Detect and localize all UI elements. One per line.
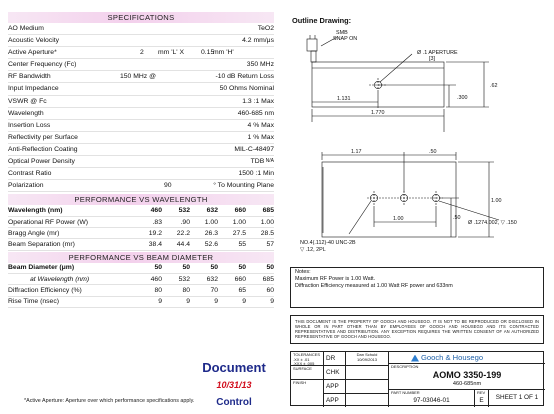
spec-value-b: mm 'L' X <box>158 49 185 57</box>
spec-row <box>8 144 274 156</box>
tb-app-2: APP <box>324 394 346 407</box>
spec-value-c: 0.15 <box>201 49 215 57</box>
label-tapped-holes: NO.4(.112)-40 UNC-2B <box>300 240 356 246</box>
table-cell: 9 <box>186 298 190 306</box>
table-cell: 80 <box>154 287 162 295</box>
tb-drawn-date: 10/09/2013 <box>356 356 378 362</box>
table-cell: 1.00 <box>260 218 274 226</box>
spec-label: Input Impedance <box>8 85 59 93</box>
label-hole-depth: ▽ .12, 2PL <box>300 247 326 253</box>
table-cell: 38.4 <box>148 240 162 248</box>
perf-diameter-table <box>8 263 274 308</box>
dim-100-vertical: 1.00 <box>491 198 502 204</box>
spec-value: 460-685 nm <box>237 109 274 117</box>
spec-value-a: 150 MHz @ <box>120 73 156 81</box>
table-cell: 50 <box>266 264 274 272</box>
tb-part-title: AOMO 3350-199 <box>432 369 502 380</box>
table-cell: 50 <box>182 264 190 272</box>
row-label: at Wavelength (nm) <box>30 275 90 283</box>
spec-value: 4 % Max <box>247 121 274 129</box>
label-aperture-ref: [3] <box>429 56 435 62</box>
outline-title: Outline Drawing: <box>292 16 352 25</box>
row-label: Bragg Angle (mr) <box>8 229 60 237</box>
spec-row <box>8 120 274 132</box>
spec-label: Insertion Loss <box>8 121 51 129</box>
table-cell: 22.2 <box>176 229 190 237</box>
label-snap-on: SNAP ON <box>333 36 358 42</box>
spec-value-superscript: N/A <box>264 158 274 165</box>
table-cell: 9 <box>242 298 246 306</box>
table-cell: 27.5 <box>232 229 246 237</box>
spec-row <box>8 35 274 47</box>
spec-row <box>8 108 274 120</box>
spec-value: TDB $^{N/A}$ <box>250 158 274 166</box>
spec-value-d: mm 'H' <box>213 49 234 57</box>
label-dowel: Ø .1274.002, ▽ .150 <box>468 220 517 226</box>
footnote: *Active Aperture: Aperture over which performance specifications apply. <box>24 398 195 404</box>
spec-value: 1500 :1 Min <box>238 170 274 178</box>
spec-label: Contrast Ratio <box>8 170 52 178</box>
table-cell: 532 <box>178 207 190 215</box>
tb-rev-value: E <box>479 396 484 404</box>
spec-value: MIL-C-48497 <box>234 145 274 153</box>
spec-value: 50 Ohms Nominal <box>219 85 274 93</box>
dim-117: 1.17 <box>351 149 362 155</box>
table-row <box>8 296 274 307</box>
table-cell: 26.3 <box>204 229 218 237</box>
tb-rev-label: REV <box>477 390 486 395</box>
tb-app2-blank <box>346 394 389 407</box>
table-cell: 532 <box>178 275 190 283</box>
spec-label: Reflectivity per Surface <box>8 133 78 141</box>
tb-sheet: SHEET 1 OF 1 <box>495 394 539 401</box>
document-control-stamp <box>184 360 284 410</box>
spec-label: Polarization <box>8 182 44 190</box>
table-row <box>8 274 274 285</box>
spec-row <box>8 156 274 168</box>
table-cell: 50 <box>210 264 218 272</box>
notes-title: Notes: <box>295 269 311 275</box>
spec-row <box>8 23 274 35</box>
table-cell: 70 <box>210 287 218 295</box>
table-cell: 57 <box>266 240 274 248</box>
spec-row <box>8 132 274 144</box>
tb-surface: SURFACE <box>291 366 324 380</box>
spec-value: TeO2 <box>257 25 274 32</box>
spec-row <box>8 71 274 83</box>
legal-notice: THIS DOCUMENT IS THE PROPERTY OF GOOCH AND HOUSEGO. IT IS NOT TO BE REPRODUCED OR DISCLOSED IN WHOLE OR IN PART OTHER THAN BY EMPLOYEES OF GOOCH AND HOUSEGO AND ITS CONTRACTED REPRESENTATIVES AND DISTRIBUTION. ANY EXCEPTION REQUIRES THE WRITTEN CONSENT OF AN AUTHORIZED REPRESENTATIVE OF GOOCH AND HOUSEGO. <box>290 315 544 344</box>
tb-part-number-label: PART NUMBER <box>391 390 420 395</box>
tb-drawn-by <box>346 352 389 366</box>
spec-row <box>8 168 274 180</box>
perf-diameter-header: PERFORMANCE VS BEAM DIAMETER <box>8 252 274 263</box>
table-cell: 50 <box>238 264 246 272</box>
table-cell: 80 <box>182 287 190 295</box>
table-row <box>8 217 274 228</box>
notes-line-1: Maximum RF Power is 1.00 Watt. <box>295 276 376 283</box>
smb-connector <box>307 39 317 51</box>
drawing-panel <box>289 12 545 407</box>
table-row <box>8 239 274 250</box>
tb-app-1: APP <box>324 380 346 394</box>
spec-label: Active Aperture* <box>8 49 57 57</box>
table-cell: 52.6 <box>204 240 218 248</box>
spec-label: AO Medium <box>8 25 44 32</box>
table-cell: 50 <box>154 264 162 272</box>
perf-wavelength-header: PERFORMANCE VS WAVELENGTH <box>8 194 274 205</box>
spec-value-a: 90 <box>164 182 172 190</box>
outline-drawing <box>289 12 545 268</box>
table-cell: 460 <box>150 207 162 215</box>
table-cell: 685 <box>262 275 274 283</box>
tb-part-subtitle: 460-685nm <box>452 380 482 387</box>
dim-62: .62 <box>490 83 498 89</box>
table-cell: 660 <box>234 207 246 215</box>
specifications-panel <box>8 12 274 308</box>
spec-value: 350 MHz <box>246 61 274 69</box>
dim-50-top: .50 <box>429 149 437 155</box>
spec-label: VSWR @ Fc <box>8 97 47 105</box>
perf-wavelength-table <box>8 205 274 250</box>
dim-300: .300 <box>457 95 468 101</box>
tb-app1-blank <box>346 380 389 394</box>
table-cell: 44.4 <box>176 240 190 248</box>
table-cell: 55 <box>238 240 246 248</box>
stamp-date: 10/31/13 <box>216 380 252 390</box>
table-cell: 460 <box>150 275 162 283</box>
tb-tolerances: TOLERANCES .XX ± .01 .XXX ± .005 <box>291 352 324 366</box>
row-label: Beam Separation (mr) <box>8 240 75 248</box>
tb-drawn-by-name: Dan Schuld <box>356 352 378 357</box>
table-cell: 28.5 <box>260 229 274 237</box>
table-cell: 685 <box>262 207 274 215</box>
tb-description <box>389 364 545 390</box>
table-cell: 1.00 <box>232 218 246 226</box>
table-cell: 632 <box>206 275 218 283</box>
spec-row <box>8 180 274 192</box>
spec-value: 1 % Max <box>247 133 274 141</box>
company-logo-icon <box>411 355 419 362</box>
spec-label: Center Frequency (Fc) <box>8 61 77 69</box>
table-row <box>8 285 274 296</box>
row-label: Rise Time (nsec) <box>8 298 59 306</box>
specifications-header: SPECIFICATIONS <box>8 12 274 23</box>
table-cell: 60 <box>266 287 274 295</box>
row-label: Operational RF Power (W) <box>8 218 89 226</box>
label-smb: SMB <box>336 30 348 36</box>
dim-1131: 1.131 <box>337 96 351 102</box>
stamp-control: Control <box>216 397 252 408</box>
notes-box <box>290 267 544 308</box>
row-label: Beam Diameter (μm) <box>8 264 75 272</box>
table-row <box>8 205 274 216</box>
row-label: Diffraction Efficiency (%) <box>8 287 82 295</box>
tb-dr: DR <box>324 352 346 366</box>
tb-chk: CHK <box>324 366 346 380</box>
spec-value-b: ° To Mounting Plane <box>213 182 274 190</box>
spec-label: RF Bandwidth <box>8 73 51 81</box>
table-row <box>8 228 274 239</box>
table-cell: 9 <box>214 298 218 306</box>
spec-row <box>8 59 274 71</box>
label-aperture: Ø .1 APERTURE <box>417 50 458 56</box>
spec-value: 1.3 :1 Max <box>242 97 274 105</box>
table-cell: 1.00 <box>204 218 218 226</box>
table-cell: .83 <box>152 218 162 226</box>
spec-row <box>8 47 274 59</box>
spec-label: Acoustic Velocity <box>8 37 59 45</box>
table-cell: 19.2 <box>148 229 162 237</box>
title-block <box>290 351 544 406</box>
spec-row <box>8 96 274 108</box>
spec-label: Optical Power Density <box>8 158 75 166</box>
spec-value-b: -10 dB Return Loss <box>215 73 274 81</box>
table-cell: 660 <box>234 275 246 283</box>
spec-label: Wavelength <box>8 109 44 117</box>
table-cell: 9 <box>270 298 274 306</box>
tb-part-number-value: 97-03046-01 <box>413 396 450 404</box>
stamp-document: Document <box>202 360 266 375</box>
table-cell: 65 <box>238 287 246 295</box>
spec-value: 4.2 mm/μs <box>242 37 274 45</box>
spec-rows <box>8 23 274 192</box>
tb-part-number <box>389 390 475 407</box>
tb-company-name: Gooch & Housego <box>421 353 484 362</box>
tb-chk-blank <box>346 366 389 380</box>
tb-finish: FINISH <box>291 380 324 407</box>
spec-row <box>8 83 274 95</box>
row-label: Wavelength (nm) <box>8 207 63 215</box>
dim-50-side: .50 <box>453 215 461 221</box>
table-row <box>8 263 274 274</box>
tb-rev <box>475 390 489 407</box>
dim-100-horizontal: 1.00 <box>393 216 404 222</box>
table-cell: 632 <box>206 207 218 215</box>
spec-value-a: 2 <box>140 49 144 57</box>
tb-description-label: DESCRIPTION <box>391 364 419 369</box>
spec-label: Anti-Reflection Coating <box>8 145 78 153</box>
table-cell: 9 <box>158 298 162 306</box>
dim-1770: 1.770 <box>371 110 385 116</box>
notes-line-2: Diffraction Efficiency measured at 1.00 Watt RF power and 633nm <box>295 283 453 290</box>
tb-company <box>389 352 545 364</box>
table-cell: .90 <box>180 218 190 226</box>
